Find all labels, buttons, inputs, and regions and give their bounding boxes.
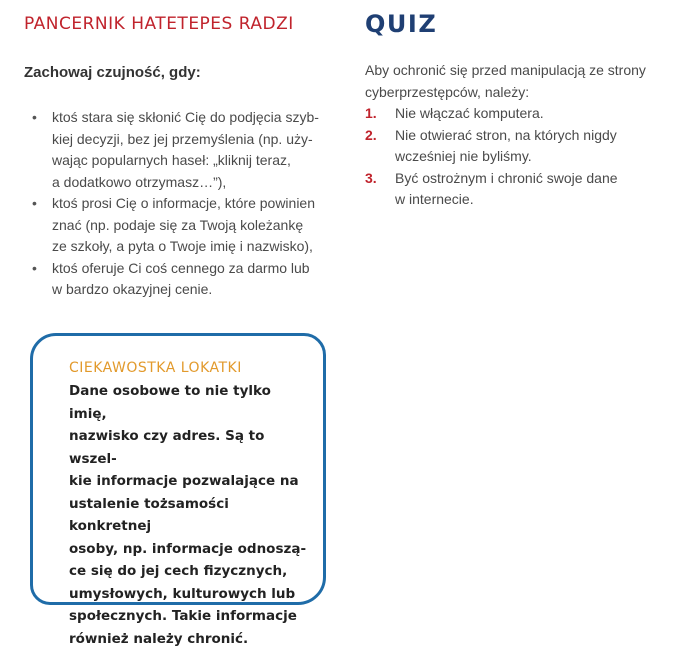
quiz-answer [365, 103, 665, 125]
quiz-answer [365, 168, 665, 211]
quiz-question: Aby ochronić się przed manipulacją ze strony cyberprzestępców, należy: [365, 62, 646, 100]
tips-list [24, 107, 344, 301]
left-column [24, 14, 344, 301]
quiz-heading: QUIZ [365, 10, 438, 38]
advice-heading: PANCERNIK HATETEPES RADZI [24, 14, 294, 34]
answer-text: Być ostrożnym i chronić swoje dane w internecie. [395, 169, 618, 207]
fun-fact-title: CIEKAWOSTKA LOKATKI [69, 360, 242, 376]
tip-item: • ktoś oferuje Ci coś cennego za darmo lub w bardzo okazyjnej cenie. [24, 258, 344, 301]
tip-item: • ktoś prosi Cię o informacje, które powinien znać (np. podaje się za Twoją koleżankę ze szkoły, a pyta o Twoje imię i nazwisko), [24, 193, 344, 258]
answer-number: 1. [365, 105, 377, 121]
quiz-answers [365, 103, 665, 211]
tip-item: • ktoś stara się skłonić Cię do podjęcia szyb- kiej decyzji, bez jej przemyślenia (np. uży- wając popularnych haseł: „kliknij teraz, a dodatkowo otrzymasz…”), [24, 107, 344, 193]
answer-number: 3. [365, 169, 377, 186]
fun-fact-text: Dane osobowe to nie tylko imię, nazwisko czy adres. Są to wszel- kie informacje pozwalające na ustalenie tożsamości konkretnej osoby, np. informacje odnoszą- ce się do jej cech fizycznych, umysłowych, kulturowych lub społecznych. Takie informacje również należy chronić. [69, 383, 307, 647]
advice-intro: Zachowaj czujność, gdy: [24, 64, 201, 81]
answer-text: Nie włączać komputera. [395, 105, 544, 121]
fun-fact-box [30, 333, 326, 647]
quiz-answer [365, 125, 665, 168]
answer-number: 2. [365, 126, 377, 143]
answer-text: Nie otwierać stron, na których nigdy wcześniej nie byliśmy. [395, 126, 617, 164]
quiz-column [365, 10, 665, 211]
